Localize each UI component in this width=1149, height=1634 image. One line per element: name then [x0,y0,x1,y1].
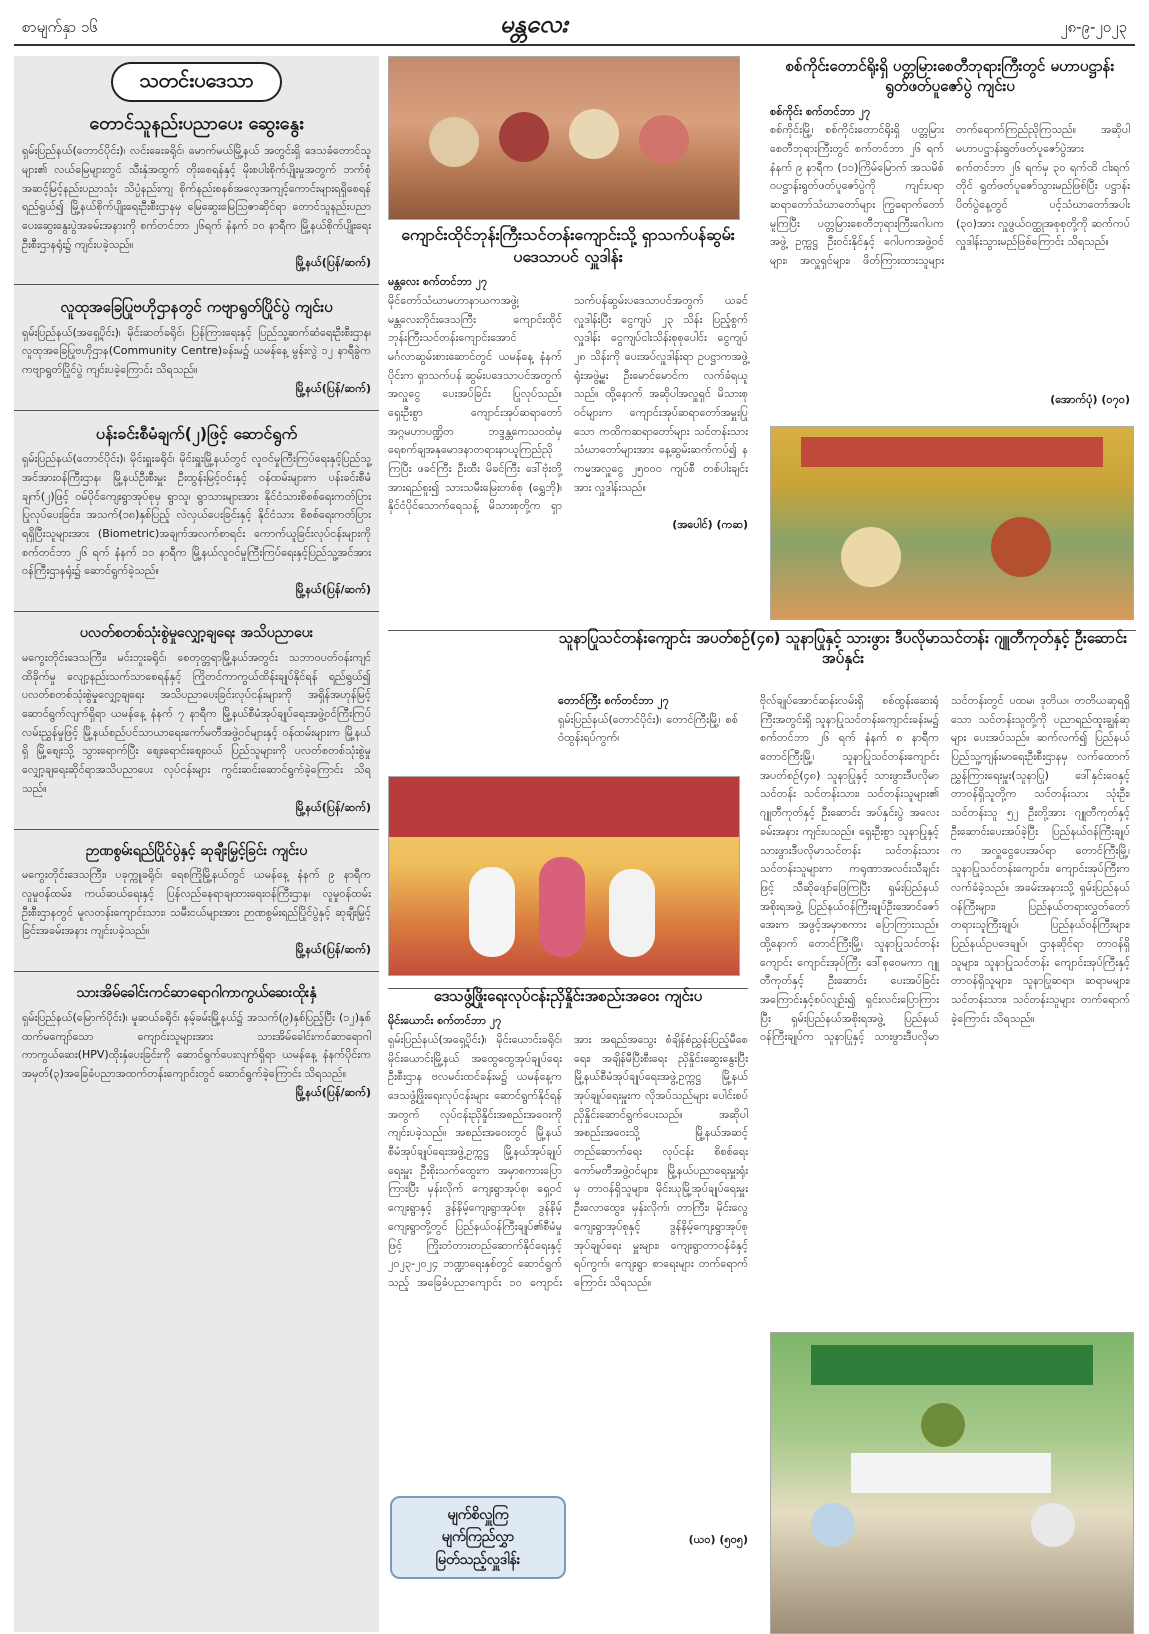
news-photo-donation [388,56,740,220]
news-byline: မြို့နယ်(ပြန်/ဆက်) [295,256,371,270]
news-credit: (ယဝ) [688,1532,716,1546]
news-dateline: တောင်ကြီး စက်တင်ဘာ ၂၇ [558,694,669,707]
photo-figure [469,867,515,957]
news-credit: (ကဆ) [716,518,748,532]
photo-figure [639,115,689,165]
news-body: ရှမ်းပြည်နယ်(အရှေ့ပိုင်း)၊ မိုင်းယောင်းခရိုင်၊ မိုင်းယောင်းမြို့နယ် အထွေထွေအုပ်ချုပ်ရေးဦးစီးဌာန ဗလမင်းထင်ခန်းမ၌ ယမန်နေ့က ဒေသဖွံ့ဖြိုးရေးလုပ်ငန်းများ ဆောင်ရွက်နိုင်ရန်အတွက် လုပ်ငန်းညှိနှိုင်းအစည်းအဝေးကို ကျင်းပခဲ့သည်။ အစည်းအဝေးတွင် မြို့နယ်စီမံအုပ်ချုပ်ရေးအဖွဲ့ဥက္ကဋ္ဌ မြို့နယ်အုပ်ချုပ်ရေးမှူး ဦးစိုးသက်ထွေးက အမှာစကားပြောကြားပြီး မှန်းလိုက် ကျေးရွာအုပ်စု၊ ရှေ့ဝင်ကျေးရွာနှင့် ဒွန်နိမ့်ကျေးရွာအုပ်စု၊ ဒွန်နိမ့်ကျေးရွာတို့တွင် ပြည်နယ်ဝန်ကြီးချုပ်၏စီမံမှုဖြင့် ကြိုးတံတားတည်ဆောက်နိုင်ရေးနှင့် ၂၀၂၃-၂၀၂၄ ဘဏ္ဍာရေးနှစ်တွင် ဆောင်ရွက်သည့် အခြေခံပညာကျောင်း ၁၀ ကျောင်းအား အရည်အသွေး စံချိန်စံညွှန်းပြည့်မီစေရေး၊ အချိန်မီပြီးစီးရေး ညှိနှိုင်းဆွေးနွေးပြီး မြို့နယ်စီမံအုပ်ချုပ်ရေးအဖွဲ့ဥက္ကဋ္ဌ မြို့နယ်အုပ်ချုပ်ရေးမှူးက လိုအပ်သည်များ ပေါင်းစပ်ညှိနှိုင်းဆောင်ရွက်ပေးသည်။ အဆိုပါ အစည်းအဝေးသို့ မြို့နယ်အဆင့် တည်ဆောက်ရေး လုပ်ငန်း စိစစ်ရေးကော်မတီအဖွဲ့ဝင်များ၊ မြို့နယ်ပညာရေးမှူးရုံးမှ တာဝန်ရှိသူများ၊ မိုင်းယုမြို့အုပ်ချုပ်ရေးမှူး ဦးလောထွေး၊ မှန်းလိုက်၊ တာကြီး၊ မိုင်းလွေကျေးရွာအုပ်စုနှင့် ဒွန်နိမ့်ကျေးရွာအုပ်စု အုပ်ချုပ်ရေး မှူးများ၊ ကျေးရွာတာဝန်ခံနှင့် ရပ်ကွက်၊ ကျေးရွာ စာရေးများ တက်ရောက်ကြောင်း သိရသည်။ [388,1032,748,1289]
news-item [14,419,379,603]
news-dateline: စစ်ကိုင်း စက်တင်ဘာ ၂၇ [770,104,871,118]
photo-table [851,1453,1051,1493]
news-body: ရှမ်းပြည်နယ်(အရှေ့ပိုင်း)၊ မိုင်းဆတ်ခရိုင်၊ ပြန်ကြားရေးနှင့် ပြည်သူ့ဆက်ဆံရေးဦးစီးဌာန၊ လူထုအခြေပြုဗဟိုဌာန(Community Centre)ခန်းမ၌ ယမန်နေ့ မွန်းလွဲ ၁၂ နာရီခွဲက ကဗျာရွတ်ပြိုင်ပွဲ ကျင်းပခဲ့ကြောင်း သိရသည်။ [22,325,371,377]
news-byline [388,518,748,534]
news-byline: မြို့နယ်(ပြန်/ဆက်) [295,943,371,957]
news-body: စစ်ကိုင်းမြို့၊ စစ်ကိုင်းတောင်ရိုးရှိ ပတ္တမြားစေတီဘုရားကြီးတွင် စက်တင်ဘာ ၂၆ ရက် နံနက် ၉ နာရီက (၁၁)ကြိမ်မြောက် အသမိစ်ဝပဋ္ဌာန်းရွတ်ဖတ်ပူဇော်ပွဲကို ကျင်းပရာ ဆရာတော်သံဃာတော်များ ကြွရောက်တော်မူကြပြီး ပတ္တမြားစေတီဘုရားကြီးဂေါပကအဖွဲ့ ဥက္ကဋ္ဌ ဦးဝင်းနိုင်နှင့် ဂေါပကအဖွဲ့ဝင်များ၊ အလှူရှင်များ၊ ဖိတ်ကြားထားသူများ တက်ရောက်ကြည်ညိုကြသည်။ အဆိုပါ မဟာပဋ္ဌာန်းရွတ်ဖတ်ပူဇော်ပွဲအား စက်တင်ဘာ ၂၆ ရက်မှ ၃၀ ရက်ထိ ငါးရက်တိုင် ရွတ်ဖတ်ပူဇော်သွားမည်ဖြစ်ပြီး ပဋ္ဌာန်းပိတ်ပွဲနေ့တွင် ပင့်သံဃာတော်အပါး (၃၀)အား လှူဖွယ်ဝတ္ထုအစုစုတို့ကို ဆက်ကပ်လှူဒါန်းသွားမည်ဖြစ်ကြောင်း သိရသည်။ [770,123,1130,267]
news-body: ရှမ်းပြည်နယ်(တောင်ပိုင်း)၊ လင်းခေးခရိုင်၊ မောက်မယ်မြို့နယ် အတွင်းရှိ ဒေသခံတောင်သူများ၏ လယ်မြေများတွင် သီးနှံအထွက် တိုးစေရန်နှင့် မိုးစပါးစိုက်ပျိုးမှုအတွက် ဘက်စုံအဆင့်မြင့်နည်းပညာသုံး သိပ္ပံနည်းကျ စိုက်နည်းစနစ်အလေ့အကျင့်ကောင်းများရရှိစေရန် ရည်ရွယ်၍ မြို့နယ်စိုက်ပျိုးရေးဦးစီးဌာနမှ မြေဆွေးမြေဩဇာဆိုင်ရာ တောင်သူနည်းပညာပေးဆွေးနွေးပွဲအခမ်းအနားကို စက်တင်ဘာ ၂၆ရက် နံနက် ၁၀ နာရီက မြို့နယ်စိုက်ပျိုးရေးဦးစီးဌာနရုံး၌ ကျင်းပခဲ့သည်။ [22,144,371,251]
public-notice-box [390,1496,566,1579]
news-credit: (၅၀၅) [719,1532,748,1546]
section-title: သတင်းပဒေသာ [111,62,281,102]
news-item [14,293,379,401]
news-byline: မြို့နယ်(ပြန်/ဆက်) [295,1085,371,1099]
notice-line: မျက်စိလှူကြ [447,1507,509,1523]
news-headline: သားအိမ်ခေါင်းကင်ဆာရောဂါကာကွယ်ဆေးထိုးနှံ [76,985,317,1002]
news-dateline: မန္တလေး စက်တင်ဘာ ၂၇ [388,275,488,289]
news-byline [770,393,1130,409]
right-news-column [760,56,1136,1632]
news-byline: မြို့နယ်(ပြန်/ဆက်) [295,800,371,814]
news-story-sagaing [770,56,1130,409]
news-credit: (အောက်ပုံ) [1050,393,1098,407]
photo-figure [499,112,549,162]
header-rule [14,44,1135,46]
left-news-column [14,56,379,1632]
news-body-columns [388,292,748,516]
issue-date: ၂၈-၉-၂၀၂၃ [1060,18,1127,36]
photo-banner [811,1345,1093,1385]
divider [14,829,379,830]
news-body: မကွေးတိုင်းဒေသကြီး၊ ပခုက္ကူခရိုင်၊ ရေစကြိုမြို့နယ်တွင် ယမန်နေ့ နံနက် ၉ နာရီက လူမှုဝန်ထမ်း၊ ကယ်ဆယ်ရေးနှင့် ပြန်လည်နေရာချထားရေးဝန်ကြီးဌာန၊ လူမှုဝန်ထမ်းဦးစီးဌာနတွင် မူလတန်းကျောင်းသား၊ သမီးငယ်များအား ဉာဏစွမ်းရည်ပြိုင်ပွဲနှင့် ဆုချီးမြှင့်ခြင်းအခမ်းအနား ကျင်းပခဲ့သည်။ [22,868,371,938]
photo-figure [539,857,585,957]
news-dateline: မိုင်းယောင်း စက်တင်ဘာ ၂၇ [388,1014,502,1028]
photo-flowers [841,527,901,587]
divider [14,971,379,972]
photo-figure [921,1403,965,1447]
news-photo-meeting [770,1332,1134,1634]
news-headline: ကျောင်းထိုင်ဘုန်းကြီးသင်တန်းကျောင်းသို့ ရှာသက်ပန်ဆွမ်းပဒေသာပင် လှူဒါန်း [401,225,735,266]
news-photo-recitation [770,426,1134,620]
news-item [14,620,379,820]
photo-banner [801,437,1103,467]
news-photo-nursing-ceremony [388,776,740,976]
news-headline: ဒေသဖွံ့ဖြိုးရေးလုပ်ငန်းညှိနှိုင်းအစည်းအဝေး ကျင်းပ [433,987,703,1005]
notice-line: မျက်ကြည်လွှာ [441,1529,515,1546]
news-headline: ဉာဏစွမ်းရည်ပြိုင်ပွဲနှင့် ဆုချီးမြှင့်ခြင်း ကျင်းပ [85,842,308,859]
news-byline: မြို့နယ်(ပြန်/ဆက်) [295,381,371,395]
news-byline: မြို့နယ်(ပြန်/ဆက်) [295,583,371,597]
news-body-columns [770,121,1130,391]
news-body: ဗိုလ်ချုပ်အောင်ဆန်းလမ်းရှိ စစ်ထွန်းဆေးရုံကြီးအတွင်းရှိ သူနာပြုသင်တန်းကျောင်းခန်းမ၌ စက်တင်ဘာ ၂၆ ရက် နံနက် ၈ နာရီက တောင်ကြီးမြို့၊ သူနာပြုသင်တန်းကျောင်း အပတ်စဉ်(၄၈) သူနာပြုနှင့် သားဖွားဒီပလိုမာသင်တန်း သင်တန်းသား၊ သင်တန်းသူများ၏ ဂျူတီကုတ်နှင့် ဦးဆောင်း အပ်နှင်းပွဲ အလေးခမ်းအနား ကျင်းပသည်။ ရှေးဦးစွာ သူနာပြုနှင့် သားဖွားဒီပလိုမာသင်တန်း သင်တန်းသားသင်တန်းသူများက ကရုဏာအလင်းသီချင်းဖြင့် သီဆိုဖျော်ဖြေကြပြီး ရှမ်းပြည်နယ်အစိုးရအဖွဲ့ ပြည်နယ်ဝန်ကြီးချုပ်ဦးအောင်ဇော်အေးက အဖွင့်အမှာစကား ပြောကြားသည်။ ထို့နောက် တောင်ကြီးမြို့၊ သူနာပြုသင်တန်းကျောင်း ကျောင်းအုပ်ကြီး ဒေါ်စုဝေမကာ ဂျူတီကုတ်နှင့် ဦးဆောင်း ပေးအပ်ခြင်း အကြောင်းနှင့်စပ်လျဉ်း၍ ရှင်းလင်းပြောကြားပြီး ရှမ်းပြည်နယ်အစိုးရအဖွဲ့ ပြည်နယ်ဝန်ကြီးချုပ်က သူနာပြုနှင့် သားဖွားဒီပလိုမာသင်တန်းတွင် ပထမ၊ ဒုတိယ၊ တတိယဆုရရှိသော သင်တန်းသူတို့ကို ပညာရည်ထူးချွန်ဆုများ ပေးအပ်သည်။ ဆက်လက်၍ ပြည်နယ် ပြည်သူ့ကျန်းမာရေးဦးစီးဌာနမှ လက်ထောက်ညွှန်ကြားရေးမှူး(သူနာပြု) ဒေါ်နှင်းဝေနှင့် တာဝန်ရှိသူတို့က သင်တန်းသား သုံးဦး၊ သင်တန်းသူ ၅၂ ဦးတို့အား ဂျူတီကုတ်နှင့် ဦးဆောင်းပေးအပ်ခဲ့ပြီး ပြည်နယ်ဝန်ကြီးချုပ်က အလှူငွေပေးအပ်ရာ တောင်ကြီးမြို့၊ သူနာပြုသင်တန်းကျောင်း၊ ကျောင်းအုပ်ကြီးက လက်ခံခဲ့သည်။ အခမ်းအနားသို့ ရှမ်းပြည်နယ်ဝန်ကြီးများ၊ ပြည်နယ်တရားလွှတ်တော်တရားသူကြီးချုပ်၊ ပြည်နယ်ဝန်ကြီးများ၊ ပြည်နယ်ဥပဒေချုပ်၊ ဌာနဆိုင်ရာ တာဝန်ရှိသူများ၊ သူနာပြုသင်တန်း ကျောင်းအုပ်ကြီးနှင့် တာဝန်ရှိသူများ၊ သူနာပြုဆရာ၊ ဆရာမများ၊ သင်တန်းသား၊ သင်တန်းသူများ တက်ရောက်ခဲ့ကြောင်း သိရသည်။ [760,694,1130,1044]
photo-figure [569,109,619,159]
divider [14,284,379,285]
news-item [14,108,379,276]
news-headline: သူနာပြုသင်တန်းကျောင်း အပတ်စဉ်(၄၈) သူနာပြုနှင့် သားဖွား ဒီပလိုမာသင်တန်း ဂျူတီကုတ်နှင့် ဦးဆောင်း အပ်နှင်း [558,629,1128,668]
photo-figure [1031,1503,1075,1547]
news-body-columns [388,1031,748,1531]
news-body: မကွေးတိုင်းဒေသကြီး၊ မင်းဘူးခရိုင်၊ စေတုတ္တရာမြို့နယ်အတွင်း သဘာဝပတ်ဝန်းကျင်ထိခိုက်မှု လျော့နည်းသက်သာစေရန်နှင့် ကြိုတင်ကာကွယ်ထိန်းချုပ်နိုင်ရန် ရည်ရွယ်၍ ပလတ်စတစ်သုံးစွဲမှုလျှော့ချရေး အသိပညာပေးခြင်းလုပ်ငန်းများကို အရှိန်အဟုန်မြင့်ဆောင်ရွက်လျက်ရှိရာ ယမန်နေ့ နံနက် ၇ နာရီက မြို့နယ်စီမံအုပ်ချုပ်ရေးအဖွဲ့ဝင်ကြီးကြပ် လမ်းညွှန်မှုဖြင့် မြို့နယ်စည်ပင်သာယာရေးကော်မတီအဖွဲ့ဝင်များနှင့် ဝန်ထမ်းများက မြို့နယ်ရှိ မြို့စျေးသို့ သွားရောက်ပြီး စျေးရောင်းစျေးဝယ် ပြည်သူများကို ပလတ်စတစ်သုံးစွဲမှုလျှော့ချရေးဆိုင်ရာအသိပညာပေး လုပ်ငန်းများ ကွင်းဆင်းဆောင်ရွက်ခဲ့ကြောင်း သိရသည်။ [22,651,371,795]
news-headline: တောင်သူနည်းပညာပေး ဆွေးနွေး [89,113,304,134]
photo-banner [389,777,739,837]
news-body: ရှမ်းပြည်နယ်(မြောက်ပိုင်း)၊ မူဆယ်ခရိုင်၊ နမ့်ခမ်းမြို့နယ်၌ အသက်(၉)နှစ်ပြည့်ပြီး (၁၂)နှစ်ထက်မကျော်သော ကျောင်းသူများအား သားအိမ်ခေါင်းကင်ဆာရောဂါကာကွယ်ဆေး(HPV)ထိုးနှံပေးခြင်းကို ဆောင်ရွက်ပေးလျက်ရှိရာ ယမန်နေ့ နံနက်ပိုင်းက အမှတ်(၃)အခြေခံပညာအထက်တန်းကျောင်းတွင် ဆောင်ရွက်ခဲ့ကြောင်း သိရသည်။ [22,1011,371,1081]
nursing-lead [558,692,738,748]
photo-figure [609,869,655,957]
news-credit: (အပေါင်) [672,518,713,532]
news-body: မိုင်တော်သံဃာမဟာနာယကအဖွဲ့၊ မန္တလေးတိုင်းဒေသကြီး ကျောင်းထိုင်ဘုန်းကြီးသင်တန်းကျောင်းအောင်မင်္ဂလာဆွမ်းစားဆောင်တွင် ယမန်နေ့ နံနက်ပိုင်းက ရှာသက်ပန် ဆွမ်းပဒေသာပင်အတွက် အလှူငွေ ပေးအပ်ခြင်း ပြုလုပ်သည်။ ရှေးဦးစွာ ကျောင်းအုပ်ဆရာတော် အဂ္ဂမဟာပဏ္ဍိတ ဘဒ္ဒန္တကေသဝထံမှ ရေစက်ချအနုမောဒနာတရားနာယူကြည်ညိုကြပြီး ဖခင်ကြီး ဦးထီး မိခင်ကြီး ဒေါ်ဗုံးတို့အားရည်စူး၍ သားသမီးမြေးတစ်စု (ရွှေဘို)၊ နိုင်ငံပိုင်သောက်ရေသန့် မိသားစုတို့က ရှာသက်ပန်ဆွမ်းပဒေသာပင်အတွက် ယခင်လှူဒါန်းပြီး ငွေကျပ် ၂၃ သိန်း ပြည့်စွက် လှူဒါန်း ငွေကျပ်ငါးသိန်းစုစုပေါင်း ငွေကျပ် ၂၈ သိန်းကို ပေးအပ်လှူဒါန်းရာ ဥပဋ္ဌာကအဖွဲ့ ရုံးအဖွဲ့မှူး ဦးမောင်မောင်က လက်ခံရယူသည်။ ထို့နောက် အဆိုပါအလှူရှင် မိသားစုဝင်များက ကျောင်းအုပ်ဆရာတော်အမှူးပြုသော ကထိကဆရာတော်များ သင်တန်းသားသံဃာတော်များအား နေ့ဆွမ်းဆက်ကပ်၍ နကမ္မအလှူငွေ ၂၅၀၀၀ ကျပ်စီ တစ်ပါးချင်းအား လှူဒါန်းသည်။ [388,293,748,513]
news-headline: လူထုအခြေပြုဗဟိုဌာနတွင် ကဗျာရွတ်ပြိုင်ပွဲ ကျင်းပ [60,298,333,317]
divider [14,410,379,411]
page-header [0,0,1149,50]
photo-figure [991,517,1051,577]
news-headline: ပလတ်စတစ်သုံးစွဲမှုလျှော့ချရေး အသိပညာပေး [79,625,314,642]
news-story-development [388,986,748,1549]
masthead-logo: မန္တလေး [500,10,568,38]
news-credit: (၀၇၀) [1101,393,1130,407]
news-item [14,980,379,1106]
news-headline: စစ်ကိုင်းတောင်ရိုးရှိ ပတ္တမြားစေတီဘုရားကြီးတွင် မဟာပဋ္ဌာန်းရွတ်ဖတ်ပူဇော်ပွဲ ကျင်းပ [785,57,1115,96]
section-title-wrap [14,56,379,108]
photo-figure [811,1503,855,1547]
page-number: စာမျက်နှာ ၁၆ [22,18,98,36]
news-story-donation [388,224,748,534]
news-body: ရှမ်းပြည်နယ်(တောင်ပိုင်း)၊ တောင်ကြီးမြို့၊ စစ်ဝံထွန်းရပ်ကွက်၊ [558,712,738,745]
photo-figure [429,117,479,167]
news-body: ရှမ်းပြည်နယ်(တောင်ပိုင်း)၊ မိုင်းရှူးခရိုင်၊ မိုင်းရှူးမြို့နယ်တွင် လူဝင်မှုကြီးကြပ်ရေးနှင့်ပြည်သူ့အင်အားဝန်ကြီးဌာန၊ မြို့နယ်ဦးစီးမှူး ဦးထွန်းမြင့်ဝင်းနှင့် ဝန်ထမ်းများက ပန်းခင်းစီမံချက်(၂)ဖြင့် ဝမ်ပိုင်ကျေးရွာအုပ်စုမှ ရွာသူ၊ ရွာသားများအား နိုင်ငံသားစိစစ်ရေးကတ်ပြား ပြုလုပ်ပေးခြင်း၊ အသက်(၁၈)နှစ်ပြည့် လဲလှယ်ပေးခြင်းနှင့် နိုင်ငံသား စိစစ်ရေးကတ်ပြားရရှိပြီးသူများအား (Biometric)အချက်အလက်စာရင်း ကောက်ယူခြင်းလုပ်ငန်းများကို စက်တင်ဘာ ၂၆ ရက် နံနက် ၁၁ နာရီက မြို့နယ်လူဝင်မှုကြီးကြပ်ရေးနှင့်ပြည်သူ့အင်အားဝန်ကြီးဌာနရုံး၌ ဆောင်ရွက်ခဲ့သည်။ [22,452,371,578]
news-item [14,838,379,964]
notice-line: မြတ်သည့်လှူဒါန်း [435,1551,521,1568]
divider [14,611,379,612]
news-headline: ပန်းခင်းစီမံချက်(၂)ဖြင့် ဆောင်ရွက် [95,423,298,443]
